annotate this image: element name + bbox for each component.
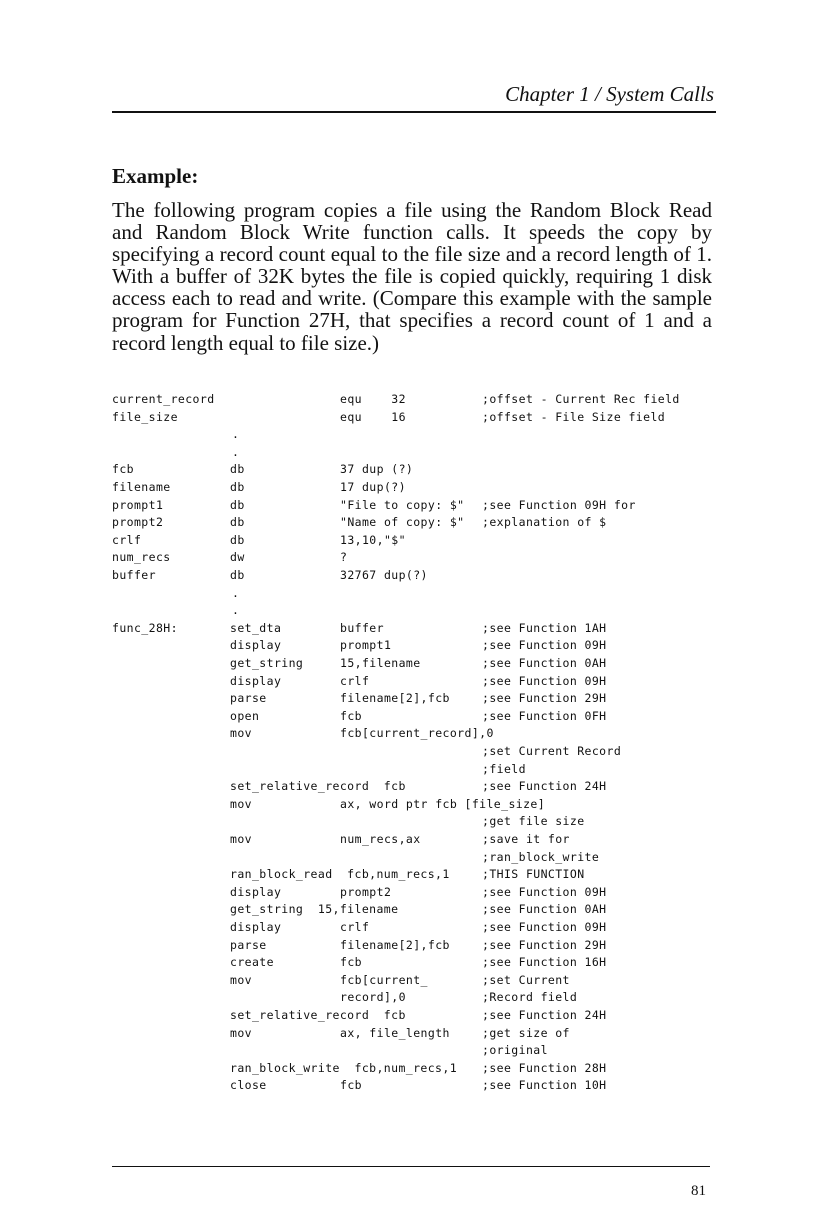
code-operand: fcb: [340, 955, 362, 970]
code-comment: ;set Current Record: [482, 744, 622, 758]
code-comment: ;Record field: [482, 990, 578, 1005]
code-operand: ?: [340, 550, 348, 565]
code-label: prompt2: [112, 515, 164, 530]
code-operand: 17 dup(?): [340, 480, 406, 494]
code-operand: crlf: [340, 920, 370, 934]
code-line: [0, 938, 814, 955]
code-line: [0, 762, 814, 779]
code-operand: equ 16: [340, 409, 406, 424]
code-operand: 15,filename: [340, 656, 421, 670]
code-label: buffer: [112, 568, 156, 582]
code-op: mov: [230, 726, 252, 741]
code-line: [0, 990, 814, 1007]
code-operand: ax, file_length: [340, 1025, 450, 1040]
code-comment: ;see Function 0AH: [482, 902, 607, 917]
code-op: db: [230, 532, 245, 547]
code-line: [0, 392, 814, 409]
code-op: mov: [230, 972, 252, 987]
code-op: get_string: [230, 656, 304, 670]
code-label: file_size: [112, 409, 178, 424]
code-comment: ;original: [482, 1043, 548, 1058]
code-op: db: [230, 515, 245, 530]
code-op: parse: [230, 937, 267, 952]
code-line: [0, 832, 814, 849]
code-operand: 32767 dup(?): [340, 568, 428, 582]
intro-paragraph: The following program copies a file using the Random Block Read and Random Block Write function calls. It speeds the copy by specifying a record count equal to the file size and a record length of 1. With a buffer of 32K bytes the file is copied quickly, requiring 1 disk access each to read and write. (Compare this example with the sample program for Function 27H, that specifies a record count of 1 and a record length equal to file size.): [112, 198, 712, 355]
code-line: [0, 462, 814, 479]
code-comment: ;see Function 09H for: [482, 497, 636, 512]
code-comment: ;get size of: [482, 1025, 570, 1040]
code-op: db: [230, 497, 245, 512]
code-operand: 13,10,"$": [340, 532, 406, 547]
code-comment: ;offset - Current Rec field: [482, 392, 680, 406]
code-line: [0, 885, 814, 902]
code-line: [0, 691, 814, 708]
code-line: [0, 586, 814, 603]
code-comment: ;see Function 0FH: [482, 708, 607, 723]
code-op: ran_block_write fcb,num_recs,1: [230, 1060, 458, 1075]
code-line: [0, 779, 814, 796]
code-op: mov: [230, 1025, 252, 1040]
code-line: [0, 427, 814, 444]
code-comment: ;see Function 0AH: [482, 656, 607, 670]
code-label: fcb: [112, 462, 134, 477]
ellipsis-dot: .: [232, 603, 240, 618]
code-line: [0, 744, 814, 761]
code-line: [0, 568, 814, 585]
code-line: [0, 410, 814, 427]
code-op: display: [230, 884, 282, 899]
code-operand: equ 32: [340, 392, 406, 406]
code-comment: ;save it for: [482, 832, 570, 846]
code-comment: ;see Function 09H: [482, 673, 607, 688]
chapter-header: Chapter 1 / System Calls: [505, 82, 714, 106]
code-operand: fcb: [340, 1078, 362, 1093]
code-line: [0, 1043, 814, 1060]
page-number: 81: [691, 1183, 706, 1199]
code-comment: ;explanation of $: [482, 515, 607, 530]
code-operand: record],0: [340, 990, 406, 1005]
code-label: filename: [112, 480, 171, 494]
code-line: [0, 709, 814, 726]
code-operand: fcb: [340, 708, 362, 723]
footer-rule: [112, 1166, 710, 1167]
code-comment: ;THIS FUNCTION: [482, 867, 585, 882]
code-line: [0, 850, 814, 867]
code-comment: ;field: [482, 761, 526, 776]
code-operand: buffer: [340, 620, 384, 635]
code-line: [0, 603, 814, 620]
code-op: set_dta: [230, 620, 282, 635]
code-op: set_relative_record fcb: [230, 779, 406, 794]
code-line: [0, 814, 814, 831]
code-op: db: [230, 480, 245, 494]
code-op: display: [230, 920, 282, 934]
code-line: [0, 621, 814, 638]
code-operand: prompt1: [340, 638, 392, 653]
code-op: dw: [230, 550, 245, 565]
code-line: [0, 973, 814, 990]
code-line: [0, 1078, 814, 1095]
code-label: func_28H:: [112, 620, 178, 635]
code-comment: ;see Function 16H: [482, 955, 607, 970]
code-comment: ;ran_block_write: [482, 849, 600, 864]
code-comment: ;see Function 29H: [482, 691, 607, 706]
code-operand: filename[2],fcb: [340, 937, 450, 952]
code-op: ran_block_read fcb,num_recs,1: [230, 867, 450, 882]
code-op: close: [230, 1078, 267, 1093]
code-comment: ;see Function 24H: [482, 779, 607, 794]
ellipsis-dot: .: [232, 444, 240, 459]
code-comment: ;see Function 29H: [482, 937, 607, 952]
code-line: [0, 550, 814, 567]
code-comment: ;see Function 28H: [482, 1060, 607, 1075]
code-label: current_record: [112, 392, 215, 406]
ellipsis-dot: .: [232, 585, 240, 600]
code-op: db: [230, 462, 245, 477]
code-op: mov: [230, 832, 252, 846]
code-line: [0, 445, 814, 462]
code-line: [0, 1026, 814, 1043]
code-line: [0, 533, 814, 550]
code-operand: crlf: [340, 673, 370, 688]
code-operand: fcb[current_record],0: [340, 726, 494, 741]
code-line: [0, 515, 814, 532]
code-line: [0, 638, 814, 655]
code-line: [0, 1008, 814, 1025]
code-operand: prompt2: [340, 884, 392, 899]
ellipsis-dot: .: [232, 427, 240, 442]
code-operand: ax, word ptr fcb [file_size]: [340, 796, 546, 811]
code-op: display: [230, 638, 282, 653]
code-comment: ;see Function 09H: [482, 884, 607, 899]
code-line: [0, 797, 814, 814]
code-line: [0, 480, 814, 497]
code-operand: "File to copy: $": [340, 497, 465, 512]
code-comment: ;see Function 10H: [482, 1078, 607, 1093]
code-comment: ;see Function 1AH: [482, 620, 607, 635]
code-operand: fcb[current_: [340, 972, 428, 987]
code-label: crlf: [112, 532, 142, 547]
code-operand: 37 dup (?): [340, 462, 414, 477]
code-operand: "Name of copy: $": [340, 515, 465, 530]
code-op: get_string 15,filename: [230, 902, 399, 917]
code-op: create: [230, 955, 274, 970]
code-op: open: [230, 708, 260, 723]
code-comment: ;set Current: [482, 972, 570, 987]
code-operand: num_recs,ax: [340, 832, 421, 846]
code-label: prompt1: [112, 497, 164, 512]
code-line: [0, 955, 814, 972]
code-line: [0, 498, 814, 515]
code-comment: ;see Function 09H: [482, 638, 607, 653]
code-line: [0, 656, 814, 673]
code-line: [0, 674, 814, 691]
code-line: [0, 867, 814, 884]
code-line: [0, 920, 814, 937]
code-comment: ;see Function 09H: [482, 920, 607, 934]
code-comment: ;offset - File Size field: [482, 409, 666, 424]
section-heading: Example:: [112, 164, 199, 188]
code-line: [0, 902, 814, 919]
code-op: display: [230, 673, 282, 688]
code-line: [0, 726, 814, 743]
code-comment: ;get file size: [482, 814, 585, 829]
code-operand: filename[2],fcb: [340, 691, 450, 706]
code-label: num_recs: [112, 550, 171, 565]
code-op: db: [230, 568, 245, 582]
code-line: [0, 1061, 814, 1078]
code-comment: ;see Function 24H: [482, 1008, 607, 1022]
code-op: parse: [230, 691, 267, 706]
code-op: mov: [230, 796, 252, 811]
code-op: set_relative_record fcb: [230, 1008, 406, 1022]
